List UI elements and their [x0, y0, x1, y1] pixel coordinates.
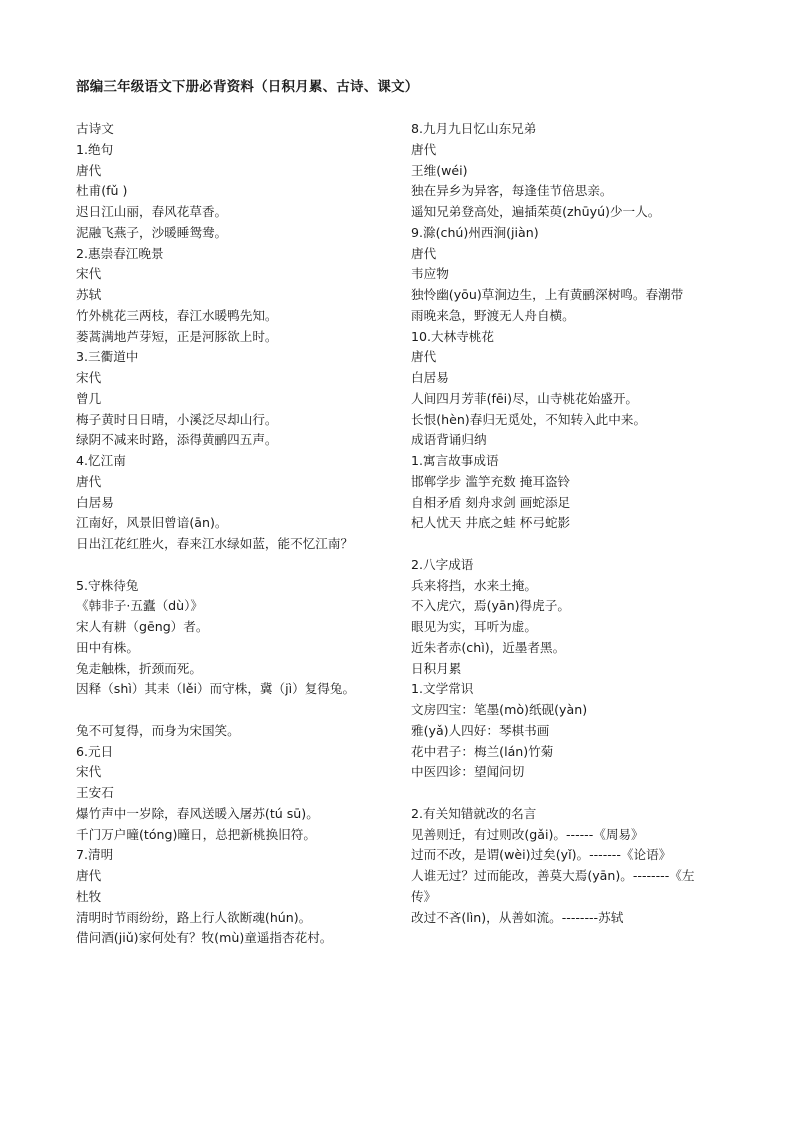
- text-line: 古诗文: [76, 121, 114, 136]
- text-line: 宋代: [76, 764, 102, 780]
- text-line: 雨晚来急，野渡无人舟自横。: [411, 307, 575, 323]
- text-line: 兔不可复得，而身为宋国笑。: [76, 722, 240, 738]
- text-line: 过而不改，是谓(wèi)过矣(yǐ)。-------《论语》: [411, 847, 672, 863]
- text-line: 梅子黄时日日晴，小溪泛尽却山行。: [76, 411, 278, 427]
- text-line: 宋代: [76, 266, 102, 282]
- text-line: [411, 783, 731, 804]
- text-line: 王安石: [76, 785, 114, 800]
- text-line: 8.九月九日忆山东兄弟: [411, 121, 537, 136]
- text-line: 1.寓言故事成语: [411, 453, 499, 468]
- text-line: 清明时节雨纷纷，路上行人欲断魂(hún)。: [76, 909, 312, 925]
- text-line: 爆竹声中一岁除，春风送暖入屠苏(tú sū)。: [76, 805, 319, 821]
- text-line: 9.滁(chú)州西涧(jiàn): [411, 224, 539, 240]
- text-line: 1.文学常识: [411, 681, 474, 697]
- text-line: 曾几: [76, 390, 102, 406]
- text-line: [76, 700, 406, 721]
- text-line: [411, 534, 731, 555]
- text-line: 《韩非子·五蠹（dù）》: [76, 598, 204, 614]
- text-line: 人谁无过？过而能改，善莫大焉(yān)。--------《左: [411, 868, 695, 883]
- text-line: 唐代: [411, 141, 437, 157]
- text-line: 遥知兄弟登高处，遍插茱萸(zhūyú)少一人。: [411, 204, 661, 219]
- text-line: [76, 555, 406, 576]
- text-line: 因释（shì）其耒（lěi）而守株，冀（jì）复得兔。: [76, 681, 356, 697]
- document-title: 部编三年级语文下册必背资料（日积月累、古诗、课文）: [76, 79, 419, 95]
- text-line: 2.有关知错就改的名言: [411, 805, 537, 821]
- text-line: 眼见为实，耳听为虚。: [411, 619, 537, 634]
- text-line: 迟日江山丽，春风花草香。: [76, 204, 228, 219]
- text-line: 中医四诊：望闻问切: [411, 764, 525, 780]
- left-column: [76, 119, 406, 949]
- text-line: 唐代: [76, 162, 102, 178]
- text-line: 唐代: [76, 868, 102, 883]
- text-line: 传》: [411, 888, 437, 904]
- text-line: 唐代: [76, 473, 102, 489]
- text-line: 唐代: [411, 245, 437, 261]
- text-line: 绿阴不减来时路，添得黄鹂四五声。: [76, 432, 278, 448]
- text-line: 2.惠崇春江晚景: [76, 245, 164, 261]
- text-line: 1.绝句: [76, 141, 114, 157]
- text-line: 韦应物: [411, 266, 449, 282]
- text-line: 改过不吝(lìn)，从善如流。--------苏轼: [411, 909, 624, 925]
- text-line: 兔走触株，折颈而死。: [76, 660, 202, 676]
- text-line: 白居易: [76, 494, 114, 510]
- text-line: 借问酒(jiǔ)家何处有？牧(mù)童遥指杏花村。: [76, 930, 333, 946]
- right-column: [411, 119, 731, 928]
- text-line: 泥融飞燕子，沙暖睡鸳鸯。: [76, 224, 228, 240]
- text-line: 成语背诵归纳: [411, 432, 487, 448]
- text-line: 白居易: [411, 370, 449, 385]
- text-line: 兵来将挡，水来土掩。: [411, 577, 537, 593]
- text-line: 长恨(hèn)春归无觅处，不知转入此中来。: [411, 411, 647, 427]
- text-line: 田中有株。: [76, 639, 139, 655]
- text-line: 文房四宝：笔墨(mò)纸砚(yàn): [411, 702, 588, 717]
- text-line: 3.三衢道中: [76, 349, 139, 365]
- text-line: 蒌蒿满地芦芽短，正是河豚欲上时。: [76, 328, 278, 344]
- text-line: 独在异乡为异客，每逢佳节倍思亲。: [411, 183, 613, 199]
- text-line: 宋人有耕（gēng）者。: [76, 619, 209, 634]
- text-line: 苏轼: [76, 287, 102, 302]
- text-line: 千门万户曈(tóng)曈日，总把新桃换旧符。: [76, 826, 316, 842]
- text-line: 10.大林寺桃花: [411, 328, 494, 344]
- text-line: 近朱者赤(chì)，近墨者黑。: [411, 639, 566, 655]
- text-line: 杜牧: [76, 888, 102, 904]
- text-line: 2.八字成语: [411, 556, 474, 572]
- text-line: 日积月累: [411, 660, 462, 676]
- text-line: 杞人忧天 井底之蛙 杯弓蛇影: [411, 515, 571, 531]
- text-line: 杜甫(fǔ ): [76, 183, 128, 199]
- text-line: 宋代: [76, 370, 102, 385]
- text-line: 7.清明: [76, 847, 114, 863]
- text-line: 5.守株待兔: [76, 577, 139, 593]
- text-line: 竹外桃花三两枝，春江水暖鸭先知。: [76, 307, 278, 323]
- text-line: 邯郸学步 滥竽充数 掩耳盗铃: [411, 473, 571, 489]
- text-line: 4.忆江南: [76, 453, 126, 468]
- text-line: 雅(yǎ)人四好：琴棋书画: [411, 722, 550, 738]
- text-line: 江南好，风景旧曾谙(ān)。: [76, 515, 228, 531]
- text-line: 6.元日: [76, 743, 114, 759]
- text-line: 王维(wéi): [411, 162, 468, 178]
- text-line: 日出江花红胜火，春来江水绿如蓝，能不忆江南？: [76, 536, 354, 551]
- text-line: 花中君子：梅兰(lán)竹菊: [411, 743, 554, 759]
- text-line: 见善则迁，有过则改(gǎi)。------《周易》: [411, 826, 644, 842]
- text-line: 唐代: [411, 349, 437, 365]
- text-line: 人间四月芳菲(fēi)尽，山寺桃花始盛开。: [411, 390, 639, 406]
- text-line: 独怜幽(yōu)草涧边生，上有黄鹂深树鸣。春潮带: [411, 287, 684, 302]
- text-line: 不入虎穴，焉(yān)得虎子。: [411, 598, 570, 614]
- text-line: 自相矛盾 刻舟求剑 画蛇添足: [411, 494, 571, 510]
